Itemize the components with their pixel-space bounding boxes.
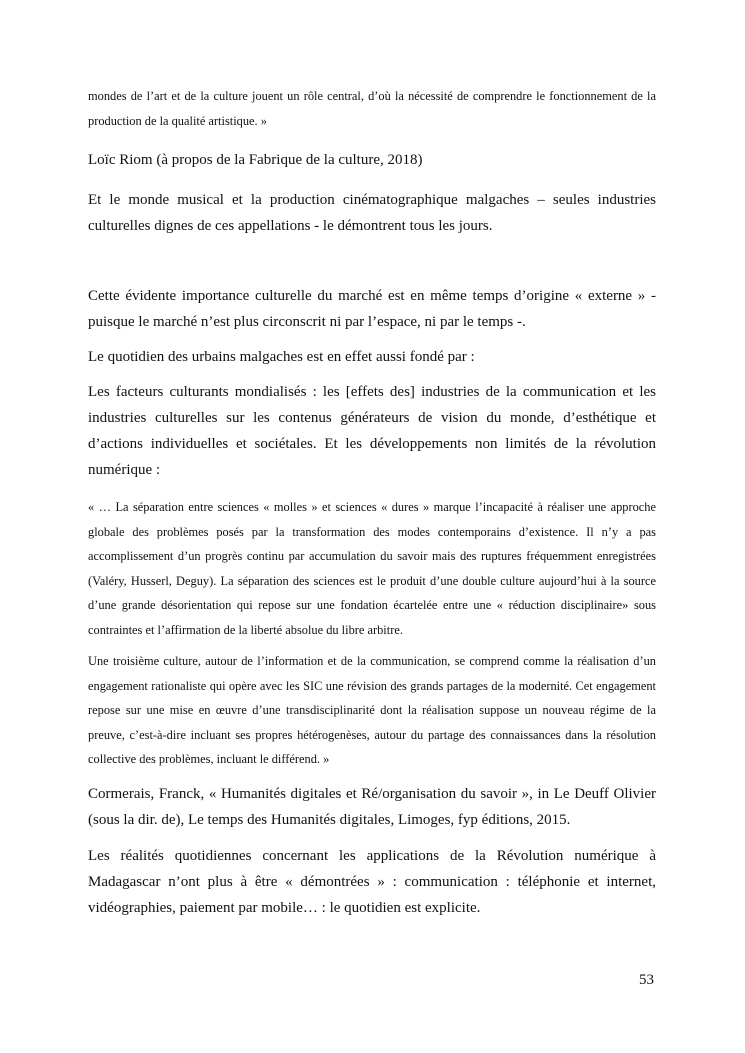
- quote-third-culture-paragraph: Une troisième culture, autour de l’information et de la communication, se comprend comme la réalisation d’un engagement rationaliste qui opère avec les SIC une révision des grands partages de la modernité. Cet engagement repose sur une mise en œuvre d’une transdisciplinarité dont la réalisation suppose un nouveau régime de la preuve, c’est-à-dire incluant ses propres hétérogenèses, autour du partage des connaissances dans la résolution collective des problèmes, incluant le différend. »: [88, 654, 656, 766]
- market-importance-paragraph: Cette évidente importance culturelle du marché est en même temps d’origine « externe » - puisque le marché n’est plus circonscrit ni par l’espace, ni par le temps -.: [88, 288, 656, 330]
- page-number: 53: [639, 972, 654, 988]
- quote-sciences-paragraph: « … La séparation entre sciences « molles » et sciences « dures » marque l’incapacité à réaliser une approche globale des problèmes posés par la transformation des modes contemporains d’existence. Il n’y a pas accomplissement d’un progrès continu par accumulation du savoir mais des ruptures fréquemment enregistrées (Valéry, Husserl, Deguy). La séparation des sciences est le produit d’une double culture aujourd’hui à la source d’une grande désorientation qui repose sur une fondation écartelée entre une « réduction disciplinaire» sous contraintes et l’affirmation de la liberté absolue du libre arbitre.: [88, 500, 656, 637]
- document-page: [88, 84, 656, 921]
- musical-world-paragraph: Et le monde musical et la production cinématographique malgaches – seules industries culturelles dignes de ces appellations - le démontrent tous les jours.: [88, 192, 656, 234]
- daily-realities-paragraph: Les réalités quotidiennes concernant les applications de la Révolution numérique à Madagascar n’ont plus à être « démontrées » : communication : téléphonie et internet, vidéographies, paiement par mobile… : le quotidien est explicite.: [88, 847, 656, 916]
- attribution-riom: Loïc Riom (à propos de la Fabrique de la culture, 2018): [88, 152, 423, 168]
- daily-life-paragraph: Le quotidien des urbains malgaches est en effet aussi fondé par :: [88, 349, 475, 365]
- quote-end-paragraph: mondes de l’art et de la culture jouent un rôle central, d’où la nécessité de comprendre le fonctionnement de la production de la qualité artistique. »: [88, 89, 656, 128]
- cultural-factors-paragraph: Les facteurs culturants mondialisés : les [effets des] industries de la communication et les industries culturelles sur les contenus générateurs de vision du monde, d’esthétique et d’actions individuelles et sociétales. Et les développements non limités de la révolution numérique :: [88, 384, 656, 478]
- citation-cormerais: Cormerais, Franck, « Humanités digitales et Ré/organisation du savoir », in Le Deuff Olivier (sous la dir. de), Le temps des Humanités digitales, Limoges, fyp éditions, 2015.: [88, 785, 656, 828]
